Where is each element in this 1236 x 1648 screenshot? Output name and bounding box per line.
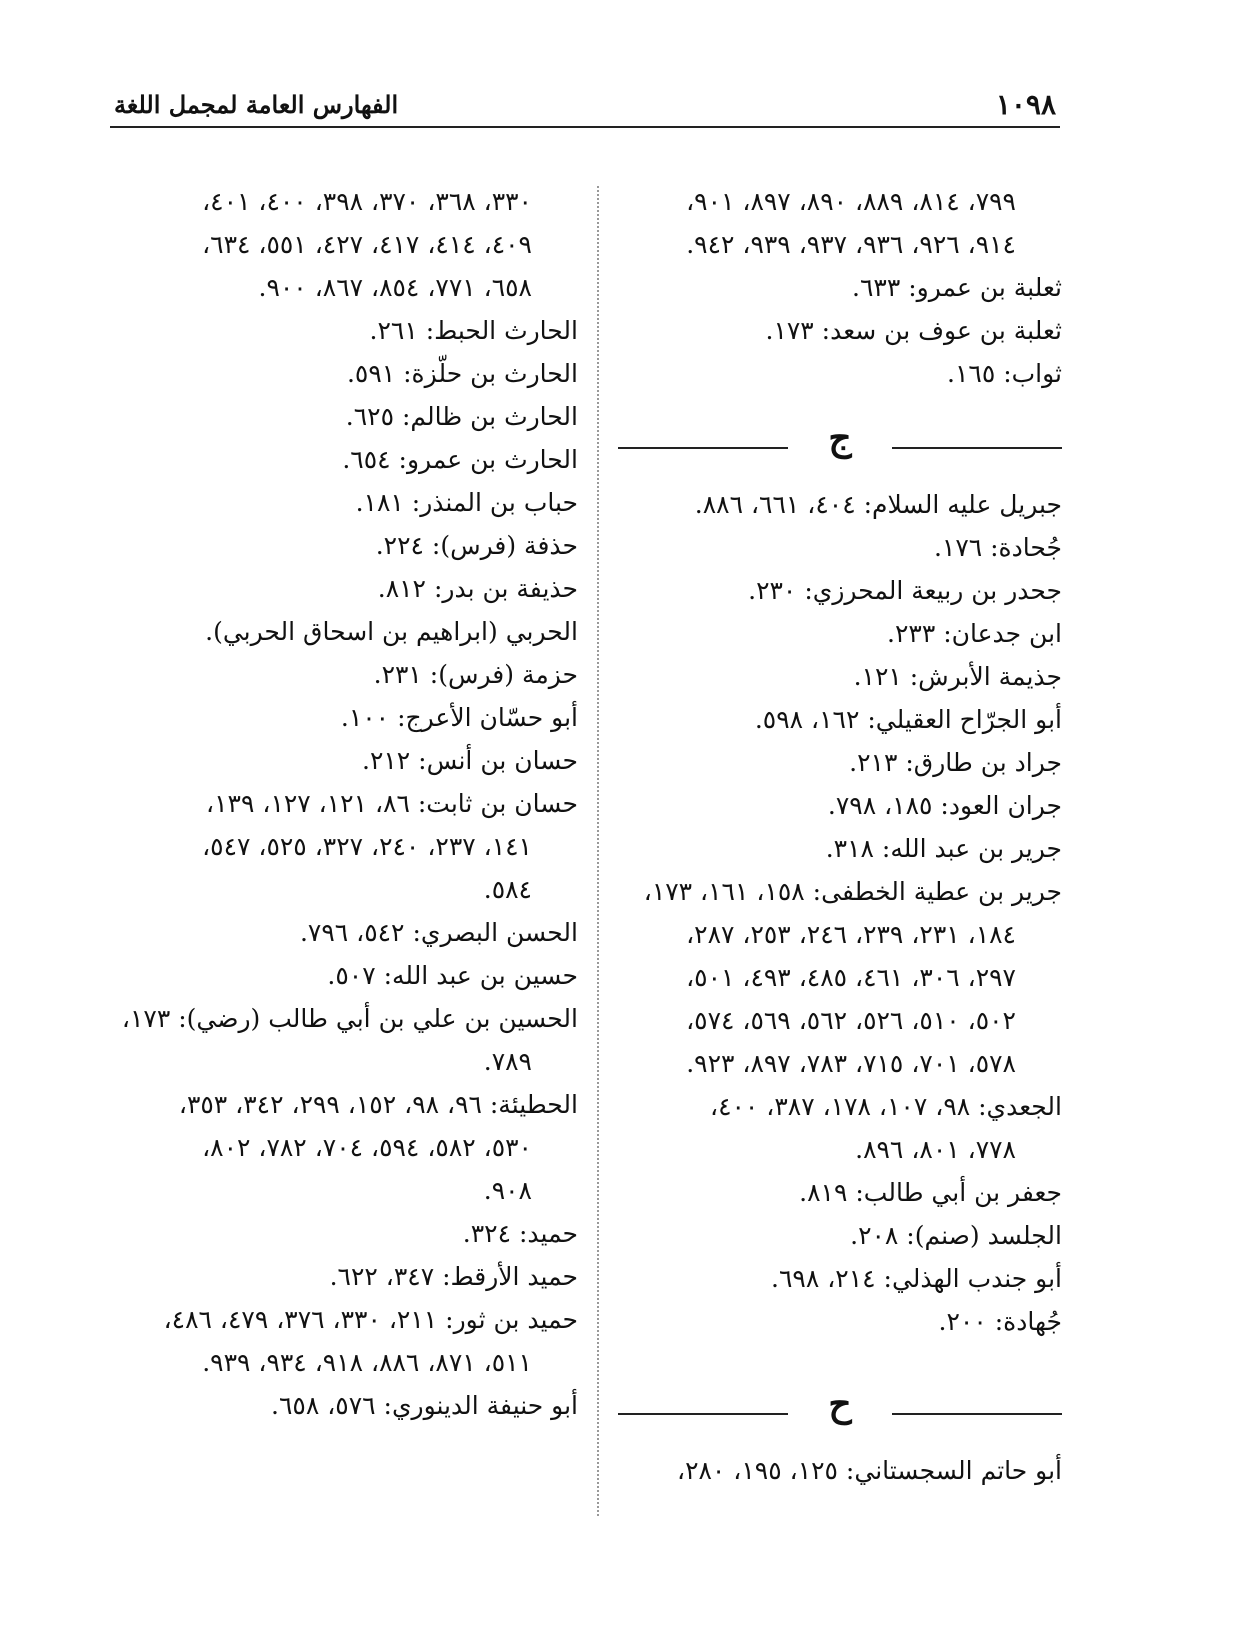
- index-entry: [618, 1214, 1062, 1257]
- entry-line: الحطيئة: ٩٦، ٩٨، ١٥٢، ٢٩٩، ٣٤٢، ٣٥٣،: [178, 1090, 578, 1119]
- entry-line: حذيفة بن بدر: ٨١٢.: [377, 574, 578, 603]
- continuation-line: ٦٥٨، ٧٧١، ٨٥٤، ٨٦٧، ٩٠٠.: [258, 273, 532, 302]
- entry-continuation: ١٨٤، ٢٣١، ٢٣٩، ٢٤٦، ٢٥٣، ٢٨٧،: [686, 920, 1016, 949]
- entry-continuation: ٥٣٠، ٥٨٢، ٥٩٤، ٧٠٤، ٧٨٢، ٨٠٢،: [202, 1133, 532, 1162]
- index-entry: [110, 1298, 578, 1384]
- index-entry: [618, 784, 1062, 827]
- entry-line: جرير بن عطية الخطفى: ١٥٨، ١٦١، ١٧٣،: [643, 877, 1062, 906]
- continuation-line: ٩١٤، ٩٢٦، ٩٣٦، ٩٣٧، ٩٣٩، ٩٤٢.: [686, 230, 1016, 259]
- entry-line: أبو الجرّاح العقيلي: ١٦٢، ٥٩٨.: [754, 705, 1062, 734]
- index-entry: [110, 653, 578, 696]
- column-divider: [597, 186, 599, 1516]
- entry-line: جران العود: ١٨٥، ٧٩٨.: [827, 791, 1062, 820]
- entry-continuation: ٢٩٧، ٣٠٦، ٤٦١، ٤٨٥، ٤٩٣، ٥٠١،: [686, 963, 1016, 992]
- entry-line: جذيمة الأبرش: ١٢١.: [853, 662, 1062, 691]
- index-entry: [110, 911, 578, 954]
- index-entry: [110, 352, 578, 395]
- index-entry: [618, 1257, 1062, 1300]
- index-entry: ثواب: ١٦٥.: [947, 359, 1062, 388]
- index-entry: [618, 1449, 1062, 1492]
- index-entry: [618, 569, 1062, 612]
- entry-line: الحسن البصري: ٥٤٢، ٧٩٦.: [299, 918, 578, 947]
- entry-continuation: ١٤١، ٢٣٧، ٢٤٠، ٣٢٧، ٥٢٥، ٥٤٧،: [202, 832, 532, 861]
- entry-line: جبريل عليه السلام: ٤٠٤، ٦٦١، ٨٨٦.: [694, 490, 1062, 519]
- page-header: [110, 80, 1060, 128]
- section-letter: ح: [828, 1383, 852, 1425]
- index-entry: [618, 1171, 1062, 1214]
- index-entry: [110, 1083, 578, 1212]
- index-entry: [618, 483, 1062, 526]
- entry-continuation: ٧٨٩.: [483, 1047, 532, 1076]
- entry-line: الحارث الحبط: ٢٦١.: [369, 316, 578, 345]
- entry-line: أبو حسّان الأعرج: ١٠٠.: [340, 703, 578, 732]
- ha-entries: [618, 1449, 1062, 1492]
- entry-line: الحربي (ابراهيم بن اسحاق الحربي).: [205, 617, 578, 646]
- page-number: ١٠٩٨: [995, 88, 1056, 121]
- index-entry: [110, 782, 578, 911]
- entry-line: جُحادة: ١٧٦.: [933, 533, 1062, 562]
- index-entry: [618, 827, 1062, 870]
- section-letter: ج: [828, 417, 852, 459]
- index-entry: [110, 1212, 578, 1255]
- index-entry: [618, 526, 1062, 569]
- entry-line: حزمة (فرس): ٢٣١.: [373, 660, 578, 689]
- index-entry: [110, 997, 578, 1083]
- heading-rule: [618, 1413, 788, 1415]
- entry-line: جراد بن طارق: ٢١٣.: [849, 748, 1062, 777]
- entry-line: جعفر بن أبي طالب: ٨١٩.: [799, 1178, 1062, 1207]
- index-entry: [110, 438, 578, 481]
- entry-line: حسان بن ثابت: ٨٦، ١٢١، ١٢٧، ١٣٩،: [206, 789, 578, 818]
- index-entry: [110, 481, 578, 524]
- index-entry: [618, 1085, 1062, 1171]
- index-entry: [110, 395, 578, 438]
- index-entry: [110, 524, 578, 567]
- left-entries: [110, 309, 578, 1427]
- index-entry: [110, 567, 578, 610]
- entry-line: أبو حاتم السجستاني: ١٢٥، ١٩٥، ٢٨٠،: [676, 1456, 1062, 1485]
- index-entry: [618, 655, 1062, 698]
- entry-line: جُهادة: ٢٠٠.: [938, 1307, 1062, 1336]
- entry-line: أبو حنيفة الدينوري: ٥٧٦، ٦٥٨.: [271, 1391, 578, 1420]
- entry-line: حسان بن أنس: ٢١٢.: [361, 746, 578, 775]
- continuation-line: ٧٩٩، ٨١٤، ٨٨٩، ٨٩٠، ٨٩٧، ٩٠١،: [686, 187, 1016, 216]
- index-entry: [110, 1384, 578, 1427]
- index-entry: ثعلبة بن عمرو: ٦٣٣.: [852, 273, 1062, 302]
- entry-continuation: ٧٧٨، ٨٠١، ٨٩٦.: [855, 1135, 1016, 1164]
- entry-line: الحسين بن علي بن أبي طالب (رضي): ١٧٣،: [121, 1004, 578, 1033]
- entry-line: حميد بن ثور: ٢١١، ٣٣٠، ٣٧٦، ٤٧٩، ٤٨٦،: [163, 1305, 578, 1334]
- entry-continuation: ٥٨٤.: [483, 875, 532, 904]
- index-entry: [618, 698, 1062, 741]
- entry-line: أبو جندب الهذلي: ٢١٤، ٦٩٨.: [771, 1264, 1062, 1293]
- entry-line: الحارث بن حلّزة: ٥٩١.: [346, 359, 578, 388]
- running-title: الفهارس العامة لمجمل اللغة: [114, 90, 399, 119]
- entry-line: جحدر بن ربيعة المحرزي: ٢٣٠.: [748, 576, 1062, 605]
- entry-continuation: ٩٠٨.: [483, 1176, 532, 1205]
- entry-continuation: ٥٧٨، ٧٠١، ٧١٥، ٧٨٣، ٨٩٧، ٩٢٣.: [686, 1049, 1016, 1078]
- index-entry: [110, 696, 578, 739]
- entry-line: حسين بن عبد الله: ٥٠٧.: [327, 961, 578, 990]
- continuation-line: ٤٠٩، ٤١٤، ٤١٧، ٤٢٧، ٥٥١، ٦٣٤،: [202, 230, 532, 259]
- entry-line: حذفة (فرس): ٢٢٤.: [375, 531, 578, 560]
- index-entry: [618, 612, 1062, 655]
- index-entry: [110, 309, 578, 352]
- continuation-line: ٣٣٠، ٣٦٨، ٣٧٠، ٣٩٨، ٤٠٠، ٤٠١،: [202, 187, 532, 216]
- index-entry: [110, 739, 578, 782]
- entry-line: حميد الأرقط: ٣٤٧، ٦٢٢.: [329, 1262, 578, 1291]
- section-heading-jim: [618, 417, 1062, 473]
- jim-entries: [618, 483, 1062, 1343]
- entry-continuation: ٥٠٢، ٥١٠، ٥٢٦، ٥٦٢، ٥٦٩، ٥٧٤،: [686, 1006, 1016, 1035]
- heading-rule: [618, 447, 788, 449]
- entry-line: الجعدي: ٩٨، ١٠٧، ١٧٨، ٣٨٧، ٤٠٠،: [709, 1092, 1062, 1121]
- index-entry: [110, 610, 578, 653]
- entry-line: الحارث بن ظالم: ٦٢٥.: [345, 402, 578, 431]
- index-entry: [618, 870, 1062, 1085]
- index-entry: [618, 1300, 1062, 1343]
- entry-continuation: ٥١١، ٨٧١، ٨٨٦، ٩١٨، ٩٣٤، ٩٣٩.: [202, 1348, 532, 1377]
- entry-line: الجلسد (صنم): ٢٠٨.: [850, 1221, 1062, 1250]
- entry-line: حباب بن المنذر: ١٨١.: [355, 488, 578, 517]
- left-column: [110, 180, 578, 1427]
- entry-line: الحارث بن عمرو: ٦٥٤.: [342, 445, 578, 474]
- index-entry: [618, 741, 1062, 784]
- entry-line: حميد: ٣٢٤.: [462, 1219, 578, 1248]
- index-entry: ثعلبة بن عوف بن سعد: ١٧٣.: [765, 316, 1062, 345]
- entry-line: ابن جدعان: ٢٣٣.: [887, 619, 1062, 648]
- entry-line: جرير بن عبد الله: ٣١٨.: [825, 834, 1062, 863]
- section-heading-ha: [618, 1383, 1062, 1439]
- index-entry: [110, 954, 578, 997]
- right-column: [618, 180, 1062, 1492]
- index-entry: [110, 1255, 578, 1298]
